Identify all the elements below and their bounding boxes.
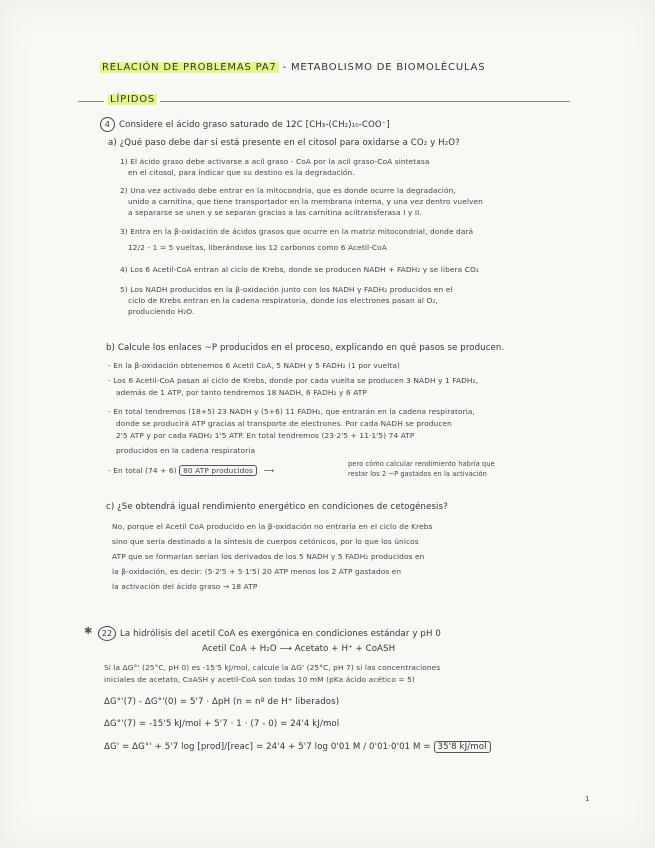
q1-c-line: la β-oxidación, es decir: (5·2'5 + 5·1'5) 20 ATP menos los 2 ATP gastados en (112, 567, 402, 576)
total-atp-box: 80 ATP producidos (179, 465, 257, 476)
q1-a-line: 1) El ácido graso debe activarse a acil graso - CoA por la acil graso-CoA sintetasa (120, 157, 430, 166)
page-title (100, 62, 485, 73)
q1-b-total: - En total (74 + 6) 80 ATP producidos ⟶ (108, 466, 275, 475)
q1-b-note: pero cómo calcular rendimiento habría que (348, 460, 495, 468)
title-highlight: RELACIÓN DE PROBLEMAS PA7 (102, 62, 277, 73)
q1-a-line: ciclo de Krebs entran en la cadena respiratoria, donde los electrones pasan al O₂, (128, 296, 438, 305)
q1-a-line: 2) Una vez activado debe entrar en la mitocondria, que es donde ocurre la degradación, (120, 186, 456, 195)
q1-a-line: a separarse se unen y se separan gracias a las carnitina aciltransferasa I y II. (128, 208, 422, 217)
star-mark-icon: ✱ (84, 626, 93, 637)
q1-b-question: b) Calcule los enlaces ~P producidos en el proceso, explicando en qué pasos se producen. (106, 343, 505, 353)
q2-line: iniciales de acetato, CoASH y acetil-CoA son todas 10 mM (pKa ácido acético = 5) (104, 675, 415, 684)
q2-number: 22 (98, 626, 116, 641)
section-rule-right (160, 101, 570, 102)
q1-a-line: produciendo H₂O. (128, 307, 195, 316)
q1-b-line: además de 1 ATP, por tanto tendremos 18 NADH, 6 FADH₂ y 6 ATP (116, 388, 367, 397)
q1-b-line: - En total tendremos (18+5) 23 NADH y (5+6) 11 FADH₂, que entrarán en la cadena respiratoria, (108, 407, 475, 416)
q1-b-line: donde se producirá ATP gracias al transporte de electrones. Por cada NADH se producen (116, 419, 452, 428)
q2-equation-2: ΔG°'(7) = -15'5 kJ/mol + 5'7 · 1 · (7 - 0) = 24'4 kJ/mol (104, 719, 340, 729)
q1-number: 4 (100, 117, 115, 132)
q1-c-question: c) ¿Se obtendrá igual rendimiento energético en condiciones de cetogénesis? (106, 502, 448, 512)
title-rest: - METABOLISMO DE BIOMOLÉCULAS (282, 62, 486, 73)
page-number: 1 (585, 795, 590, 803)
result-box: 35'8 kJ/mol (434, 741, 491, 753)
q2-statement: 22 La hidrólisis del acetil CoA es exergónica en condiciones estándar y pH 0 (98, 626, 441, 641)
q1-statement: 4 Considere el ácido graso saturado de 12C [CH₃-(CH₂)₁₀-COO⁻] (100, 117, 390, 132)
q1-a-line: 4) Los 6 Acetil-CoA entran al ciclo de Krebs, donde se producen NADH + FADH₂ y se libera CO₂ (120, 265, 479, 274)
q2-line: Si la ΔG°' (25°C, pH 0) es -15'5 kJ/mol, calcule la ΔG' (25°C, pH 7) si las concentraciones (104, 663, 441, 672)
q1-a-line: unido a carnitina, que tiene transportador en la membrana interna, y una vez dentro vuelven (128, 197, 483, 206)
q1-c-line: sino que sería destinado a la síntesis de cuerpos cetónicos, por lo que los únicos (112, 537, 419, 546)
q1-a-line: 12/2 - 1 = 5 vueltas, liberándose los 12 carbonos como 6 Acetil-CoA (128, 243, 387, 252)
q2-reaction: Acetil CoA + H₂O ⟶ Acetato + H⁺ + CoASH (202, 644, 396, 654)
q1-c-line: No, porque el Acetil CoA producido en la β-oxidación no entraría en el ciclo de Krebs (112, 522, 433, 531)
q1-b-note: restar los 2 ~P gastados en la activación (348, 470, 487, 478)
q1-c-line: la activación del ácido graso → 18 ATP (112, 582, 258, 591)
q1-a-line: en el citosol, para indicar que su destino es la degradación. (128, 168, 355, 177)
q2-equation-1: ΔG°'(7) - ΔG°'(0) = 5'7 · ΔpH (n = nº de H⁺ liberados) (104, 697, 340, 707)
q1-b-line: - Los 6 Acetil-CoA pasan al ciclo de Krebs, donde por cada vuelta se producen 3 NADH y 1 FADH₂, (108, 376, 479, 385)
q1-b-line: producidos en la cadena respiratoria (116, 446, 256, 455)
section-rule-left (78, 101, 104, 102)
q1-a-line: 3) Entra en la β-oxidación de ácidos grasos que ocurre en la matriz mitocondrial, donde dará (120, 227, 474, 236)
q2-equation-3: ΔG' = ΔG°' + 5'7 log [prod]/[reac] = 24'4 + 5'7 log 0'01 M / 0'01·0'01 M = 35'8 kJ/mol (104, 742, 491, 752)
q1-a-line: 5) Los NADH producidos en la β-oxidación junto con los NADH y FADH₂ producidos en el (120, 285, 453, 294)
q1-b-line: - En la β-oxidación obtenemos 6 Acetil CoA, 5 NADH y 5 FADH₂ (1 por vuelta) (108, 361, 401, 370)
q1-b-line: 2'5 ATP y por cada FADH₂ 1'5 ATP. En total tendremos (23·2'5 + 11·1'5) 74 ATP (116, 431, 415, 440)
section-title: LÍPIDOS (110, 94, 156, 105)
q1-a-question: a) ¿Qué paso debe dar si está presente en el citosol para oxidarse a CO₂ y H₂O? (108, 138, 460, 148)
q1-c-line: ATP que se formarían serían los derivados de los 5 NADH y 5 FADH₂ producidos en (112, 552, 425, 561)
